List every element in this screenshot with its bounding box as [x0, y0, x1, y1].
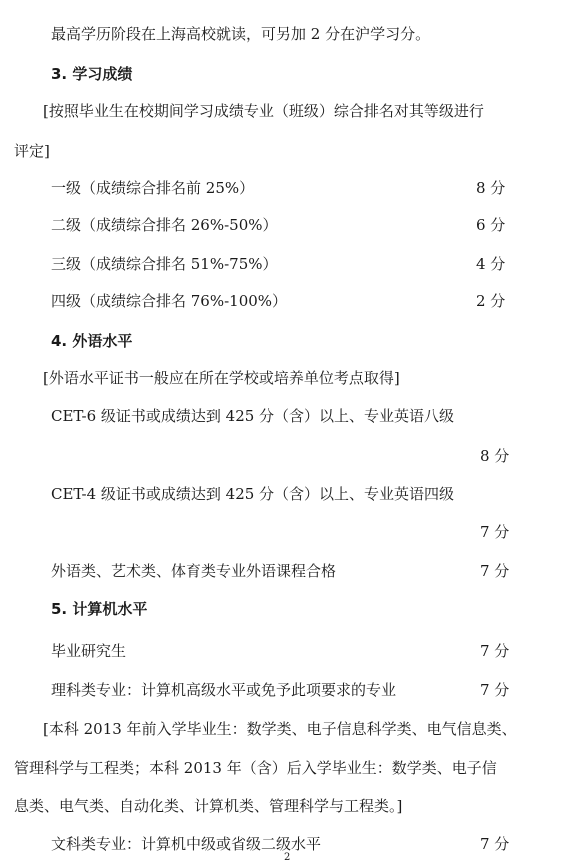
- graduate-label: 毕业研究生: [51, 642, 127, 660]
- section5-heading: 5. 计算机水平: [51, 600, 148, 618]
- language-arts-label: 外语类、艺术类、体育类专业外语课程合格: [51, 562, 337, 580]
- section3-heading: 3. 学习成绩: [51, 65, 133, 83]
- section5-note-line2: 管理科学与工程类；本科 2013 年（含）后入学毕业生：数学类、电子信: [14, 759, 497, 777]
- grade-row-score: 8 分: [476, 179, 506, 197]
- grade-row-score: 4 分: [476, 255, 506, 273]
- grade-row-label: 二级（成绩综合排名 26%-50%）: [51, 216, 278, 234]
- science-major-score: 7 分: [480, 681, 510, 699]
- grade-row-label: 一级（成绩综合排名前 25%）: [51, 179, 255, 197]
- liberal-arts-score: 7 分: [480, 835, 510, 853]
- cet6-score: 8 分: [480, 447, 510, 465]
- section5-note-line1: [本科 2013 年前入学毕业生：数学类、电子信息科学类、电气信息类、: [43, 720, 517, 738]
- page-number: 2: [284, 852, 291, 863]
- language-arts-score: 7 分: [480, 562, 510, 580]
- intro-line: 最高学历阶段在上海高校就读，可另加 2 分在沪学习分。: [51, 25, 431, 43]
- grade-row-label: 三级（成绩综合排名 51%-75%）: [51, 255, 278, 273]
- section3-note-line2: 评定]: [14, 142, 50, 160]
- section5-note-line3: 息类、电气类、自动化类、计算机类、管理科学与工程类。]: [14, 797, 403, 815]
- grade-row-score: 2 分: [476, 292, 506, 310]
- liberal-arts-label: 文科类专业：计算机中级或省级二级水平: [51, 835, 322, 853]
- cet4-label: CET-4 级证书或成绩达到 425 分（含）以上、专业英语四级: [51, 485, 455, 503]
- section4-heading: 4. 外语水平: [51, 332, 133, 350]
- section3-note-line1: [按照毕业生在校期间学习成绩专业（班级）综合排名对其等级进行: [43, 102, 484, 120]
- grade-row-label: 四级（成绩综合排名 76%-100%）: [51, 292, 288, 310]
- science-major-label: 理科类专业：计算机高级水平或免予此项要求的专业: [51, 681, 397, 699]
- cet4-score: 7 分: [480, 523, 510, 541]
- section4-note: [外语水平证书一般应在所在学校或培养单位考点取得]: [43, 369, 400, 387]
- graduate-score: 7 分: [480, 642, 510, 660]
- cet6-label: CET-6 级证书或成绩达到 425 分（含）以上、专业英语八级: [51, 407, 455, 425]
- grade-row-score: 6 分: [476, 216, 506, 234]
